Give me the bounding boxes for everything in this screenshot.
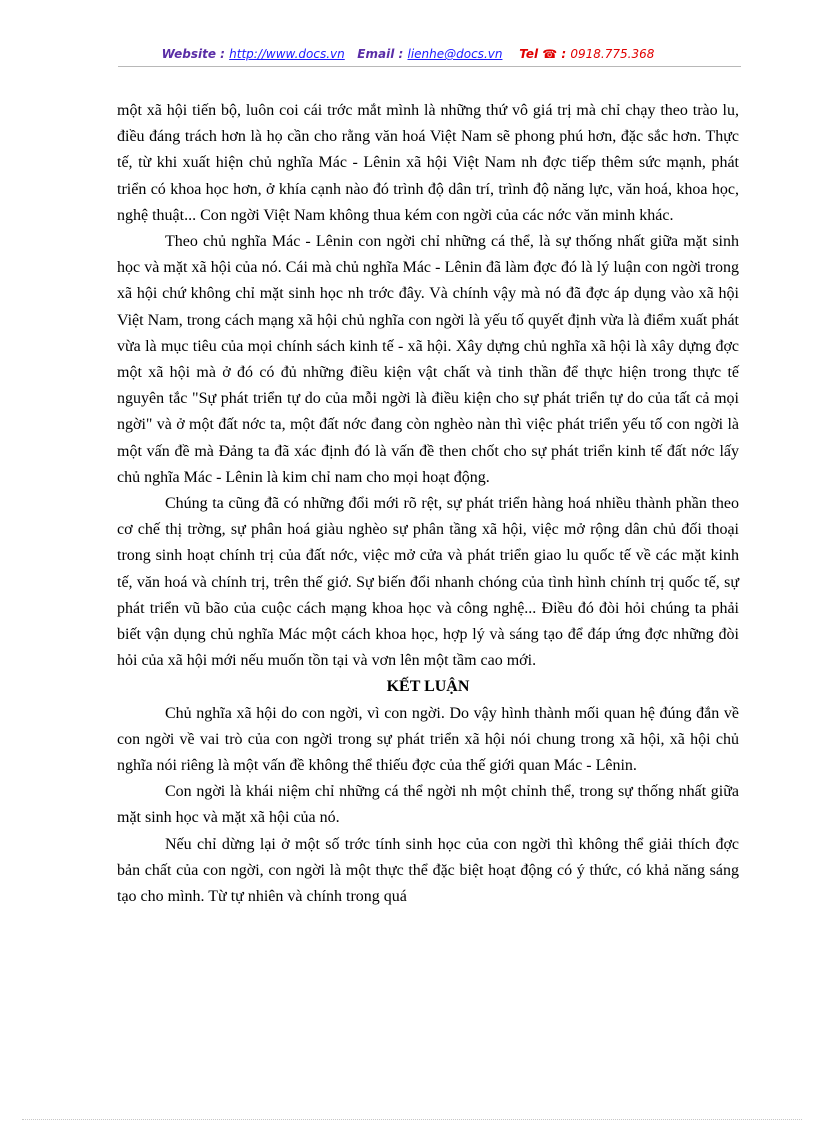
tel-label: Tel ☎ : [519,47,567,61]
document-body [117,98,739,910]
website-label: Website : [161,47,225,61]
header-divider [118,66,741,67]
paragraph: một xã hội tiến bộ, luôn coi cái trớc mắt mình là những thứ vô giá trị mà chỉ chạy theo trào lu, điều đáng trách hơn là họ cần cho rằng văn hoá Việt Nam sẽ phong phú hơn, đặc sắc hơn. Thực tế, từ khi xuất hiện chủ nghĩa Mác - Lênin xã hội Việt Nam nh đợc tiếp thêm sức mạnh, phát triển có khoa học hơn, ở khía cạnh nào đó trình độ dân trí, trình độ năng lực, văn hoá, khoa học, nghệ thuật... Con ngời Việt Nam không thua kém con ngời của các nớc văn minh khác. [117,102,739,224]
paragraph: Chủ nghĩa xã hội do con ngời, vì con ngời. Do vậy hình thành mối quan hệ đúng đắn về con ngời về vai trò của con ngời trong sự phát triển xã hội nói chung trong xã hội, xã hội chủ nghĩa nói riêng là một vấn đề không thể thiếu đợc của thế giới quan Mác - Lênin. [117,704,739,775]
page-header [0,47,816,61]
website-link[interactable]: http://www.docs.vn [229,47,345,61]
footer-divider [22,1119,802,1120]
paragraph: Con ngời là khái niệm chỉ những cá thể ngời nh một chỉnh thể, trong sự thống nhất giữa mặt sinh học và mặt xã hội của nó. [117,783,739,827]
email-link[interactable]: lienhe@docs.vn [407,47,503,61]
section-heading: KẾT LUẬN [386,678,470,696]
paragraph: Nếu chỉ dừng lại ở một số trớc tính sinh học của con ngời thì không thể giải thích đợc bản chất của con ngời, con ngời là một thực thể đặc biệt hoạt động có ý thức, có khả năng sáng tạo cho mình. Từ tự nhiên và chính trong quá [117,835,739,906]
paragraph: Chúng ta cũng đã có những đổi mới rõ rệt, sự phát triển hàng hoá nhiều thành phần theo cơ chế thị trờng, sự phân hoá giàu nghèo sự phân tầng xã hội, việc mở rộng dân chủ đối thoại trong sinh hoạt chính trị của đất nớc, việc mở cửa và phát triển giao lu quốc tế về các mặt kinh tế, văn hoá và chính trị, trên thế giớ. Sự biến đổi nhanh chóng của tình hình chính trị quốc tế, sự phát triển vũ bão của cuộc cách mạng khoa học và công nghệ... Điều đó đòi hỏi chúng ta phải biết vận dụng chủ nghĩa Mác một cách khoa học, hợp lý và sáng tạo để đáp ứng đợc những đòi hỏi của xã hội mới nếu muốn tồn tại và vơn lên một tầm cao mới. [117,495,739,670]
tel-number: 0918.775.368 [570,47,655,61]
email-label: Email : [357,47,404,61]
paragraph: Theo chủ nghĩa Mác - Lênin con ngời chỉ những cá thể, là sự thống nhất giữa mặt sinh học và mặt xã hội của nó. Cái mà chủ nghĩa Mác - Lênin đã làm đợc đó là lý luận con ngời trong xã hội chứ không chỉ mặt sinh học nh trớc đây. Và chính vậy mà nó đã đợc áp dụng vào xã hội Việt Nam, trong cách mạng xã hội chủ nghĩa con ngời là yếu tố quyết định vừa là điểm xuất phát vừa là mục tiêu của mọi chính sách kinh tế - xã hội. Xây dựng chủ nghĩa xã hội là xây dựng đợc một xã hội mà ở đó có đủ những điều kiện vật chất và tinh thần để thực hiện trong thực tế nguyên tắc "Sự phát triển tự do của mỗi ngời là điều kiện cho sự phát triển tự do của tất cả mọi ngời" và ở một đất nớc ta, một đất nớc đang còn nghèo nàn thì việc phát triển yếu tố con ngời là một vấn đề mà Đảng ta đã xác định đó là vấn đề then chốt cho sự phát triển kinh tế đất nớc lấy chủ nghĩa Mác - Lênin là kim chỉ nam cho mọi hoạt động. [117,233,739,486]
